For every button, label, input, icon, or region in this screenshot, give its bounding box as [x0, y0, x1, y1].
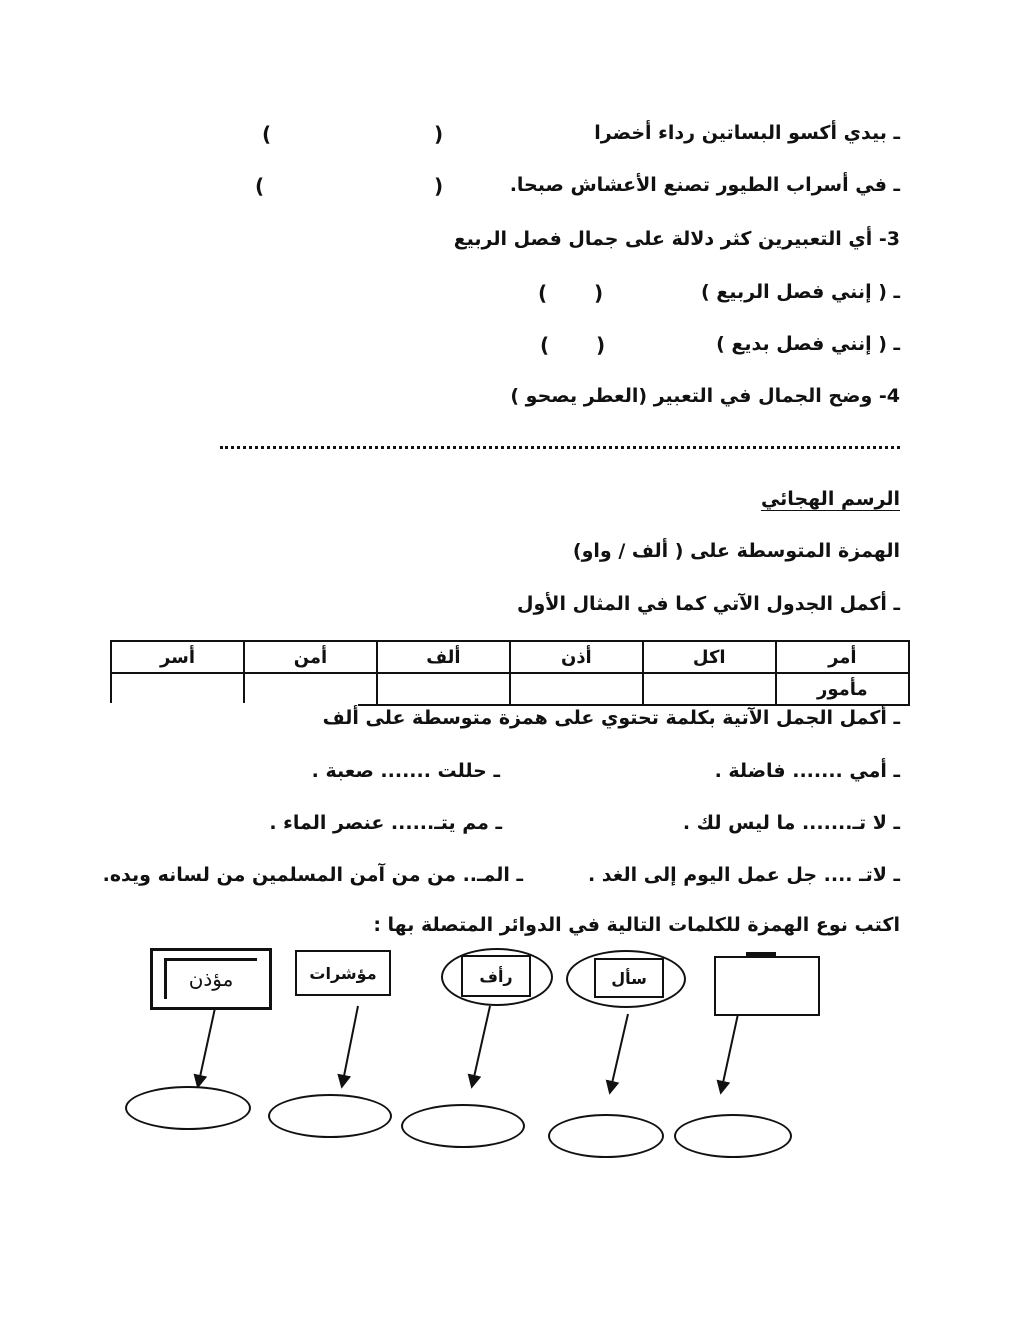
answer-ellipse[interactable]	[548, 1114, 664, 1158]
word-box-sal: سأل	[594, 958, 664, 998]
table-header-cell: أمن	[244, 641, 377, 673]
q4-question: 4- وضح الجمال في التعبير (العطر يصحو )	[510, 385, 900, 407]
arrow	[472, 1006, 490, 1086]
word-box-raaf: رأف	[461, 955, 531, 997]
table-header-cell: ألف	[377, 641, 510, 673]
sentence-2b: ـ مم يتـ...... عنصر الماء .	[269, 812, 502, 834]
q3-option-a: ـ ( إنني فصل الربيع )	[700, 281, 900, 303]
box-inner-corner	[164, 958, 257, 999]
arrow	[610, 1014, 628, 1092]
q2-line-b: ـ في أسراب الطيور تصنع الأعشاش صبحا.	[509, 174, 900, 196]
q3-option-b: ـ ( إنني فصل بديع )	[716, 333, 900, 355]
answer-paren-open: (	[434, 174, 444, 198]
answer-ellipse[interactable]	[268, 1094, 392, 1138]
arrow	[342, 1006, 358, 1086]
box-tab	[746, 952, 776, 956]
circles-instruction: اكتب نوع الهمزة للكلمات التالية في الدوائر المتصلة بها :	[373, 914, 900, 936]
answer-paren-close: )	[540, 333, 550, 357]
table-answer-cell: مأمور	[776, 673, 909, 705]
arrow	[721, 1014, 738, 1092]
table-header-cell: أمر	[776, 641, 909, 673]
word-box-moasherat: مؤشرات	[295, 950, 391, 996]
table-header-cell: اكل	[643, 641, 776, 673]
table-header-cell: أذن	[510, 641, 643, 673]
sentence-1b: ـ حللت ....... صعبة .	[311, 760, 500, 782]
arrow	[198, 1008, 215, 1086]
sentences-instruction: ـ أكمل الجمل الآتية بكلمة تحتوي على همزة متوسطة على ألف	[322, 707, 900, 729]
answer-paren-open: (	[596, 333, 606, 357]
answer-paren-close: )	[538, 281, 548, 305]
sentence-3b: ـ المـ.. من من آمن المسلمين من لسانه ويده.	[102, 864, 523, 886]
answer-paren-open: (	[594, 281, 604, 305]
table-header-cell: أسر	[111, 641, 244, 673]
answer-paren-close: )	[255, 174, 265, 198]
answer-ellipse[interactable]	[401, 1104, 525, 1148]
section-title: الرسم الهجائي	[760, 488, 900, 510]
answer-ellipse[interactable]	[125, 1086, 251, 1130]
answer-paren-close: )	[262, 122, 272, 146]
answer-paren-open: (	[434, 122, 444, 146]
section-subtitle: الهمزة المتوسطة على ( ألف / واو)	[572, 540, 900, 562]
sentence-2a: ـ لا تـ....... ما ليس لك .	[682, 812, 900, 834]
answer-ellipse[interactable]	[674, 1114, 792, 1158]
word-box-moazzen: مؤذن	[150, 948, 272, 1010]
q2-line-a: ـ بيدي أكسو البساتين رداء أخضرا	[594, 122, 900, 144]
table-instruction: ـ أكمل الجدول الآتي كما في المثال الأول	[517, 593, 900, 615]
sentence-1a: ـ أمي ....... فاضلة .	[714, 760, 900, 782]
word-box-empty	[714, 956, 820, 1016]
q3-question: 3- أي التعبيرين كثر دلالة على جمال فصل الربيع	[453, 228, 900, 250]
sentence-3a: ـ لاتـ .... جل عمل اليوم إلى الغد .	[587, 864, 900, 886]
